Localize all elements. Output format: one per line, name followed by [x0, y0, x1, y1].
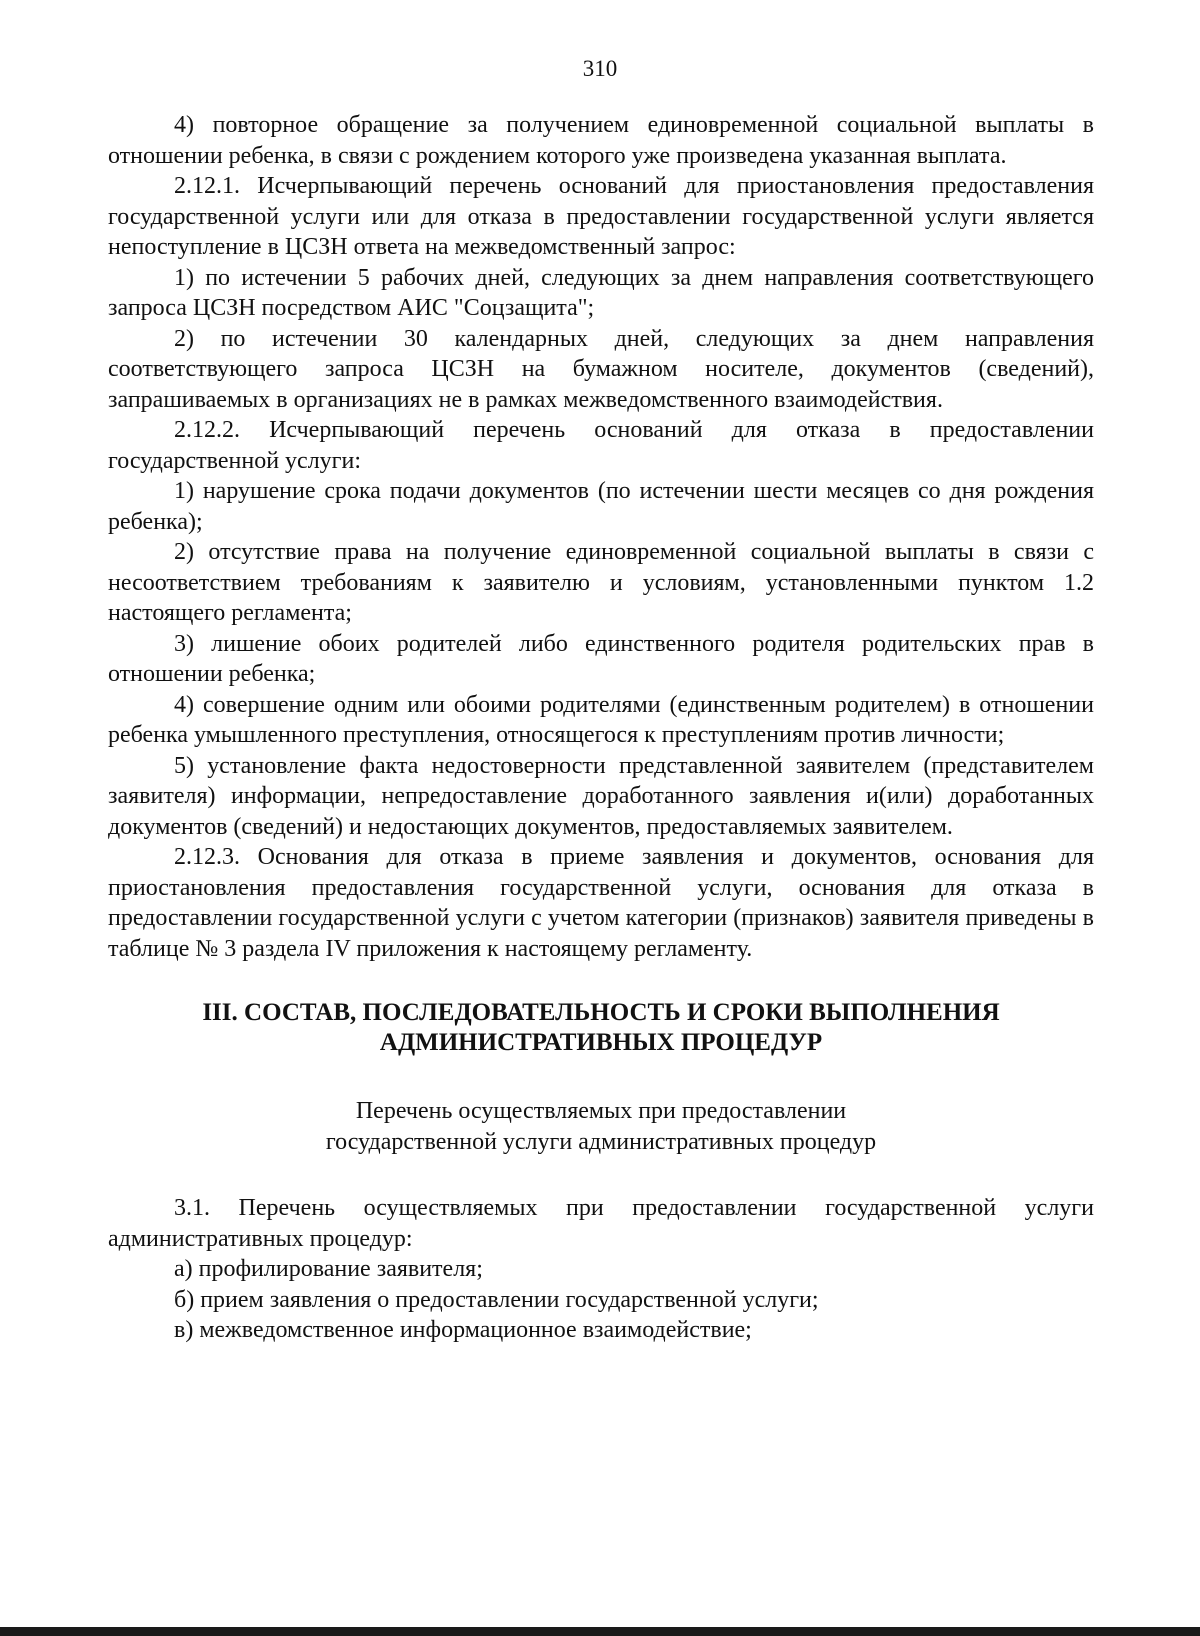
paragraph-item-4-repeat-application: 4) повторное обращение за получением единовременной социальной выплаты в отношении ребенка, в связи с рождением которого уже произведена указанная выплата.: [108, 112, 1094, 169]
paragraph-3-1-item-a: а) профилирование заявителя;: [174, 1256, 483, 1282]
subheading: [108, 1096, 1094, 1157]
section-heading-line-2: АДМИНИСТРАТИВНЫХ ПРОЦЕДУР: [379, 1029, 823, 1056]
paragraph-3-1: 3.1. Перечень осуществляемых при предоставлении государственной услуги административных процедур:: [108, 1195, 1094, 1252]
subheading-line-1: Перечень осуществляемых при предоставлении: [355, 1098, 847, 1124]
paragraph-2-12-2-item-3: 3) лишение обоих родителей либо единственного родителя родительских прав в отношении ребенка;: [108, 630, 1094, 687]
section-heading: [108, 998, 1094, 1058]
paragraph-2-12-2-item-4: 4) совершение одним или обоими родителями (единственным родителем) в отношении ребенка умышленного преступления, относящегося к преступлениям против личности;: [108, 691, 1094, 748]
paragraph-2-12-1: 2.12.1. Исчерпывающий перечень оснований для приостановления предоставления государственной услуги или для отказа в предоставлении государственной услуги является непоступление в ЦСЗН ответа на межведомственный запрос:: [108, 173, 1094, 260]
section-heading-line-1: III. СОСТАВ, ПОСЛЕДОВАТЕЛЬНОСТЬ И СРОКИ ВЫПОЛНЕНИЯ: [202, 999, 1000, 1026]
paragraph-2-12-3: 2.12.3. Основания для отказа в приеме заявления и документов, основания для приостановления предоставления государственной услуги, основания для отказа в предоставлении государственной услуги с учетом категории (признаков) заявителя приведены в таблице № 3 раздела IV приложения к настоящему регламенту.: [108, 844, 1094, 962]
paragraph-2-12-2-item-1: 1) нарушение срока подачи документов (по истечении шести месяцев со дня рождения ребенка);: [108, 478, 1094, 535]
paragraph-3-1-item-v: в) межведомственное информационное взаимодействие;: [174, 1317, 752, 1343]
paragraph-2-12-1-item-2: 2) по истечении 30 календарных дней, следующих за днем направления соответствующего запроса ЦСЗН на бумажном носителе, документов (сведений), запрашиваемых в организациях не в рамках межведомственного взаимодействия.: [108, 325, 1094, 413]
document-body: [108, 110, 1094, 1346]
subheading-line-2: государственной услуги административных процедур: [325, 1128, 877, 1155]
paragraph-2-12-2: 2.12.2. Исчерпывающий перечень оснований для отказа в предоставлении государственной услуги:: [108, 417, 1094, 474]
paragraph-2-12-1-item-1: 1) по истечении 5 рабочих дней, следующих за днем направления соответствующего запроса ЦСЗН посредством АИС "Соцзащита";: [108, 264, 1094, 321]
paragraph-2-12-2-item-5: 5) установление факта недостоверности представленной заявителем (представителем заявителя) информации, непредоставление доработанного заявления и(или) доработанных документов (сведений) и недостающих документов, предоставляемых заявителем.: [108, 752, 1094, 840]
page-number: 310: [582, 56, 618, 81]
paragraph-2-12-2-item-2: 2) отсутствие права на получение единовременной социальной выплаты в связи с несоответствием требованиям к заявителю и условиям, установленными пунктом 1.2 настоящего регламента;: [108, 539, 1094, 626]
paragraph-3-1-item-b: б) прием заявления о предоставлении государственной услуги;: [174, 1286, 819, 1313]
scan-bottom-edge: [0, 1627, 1200, 1636]
